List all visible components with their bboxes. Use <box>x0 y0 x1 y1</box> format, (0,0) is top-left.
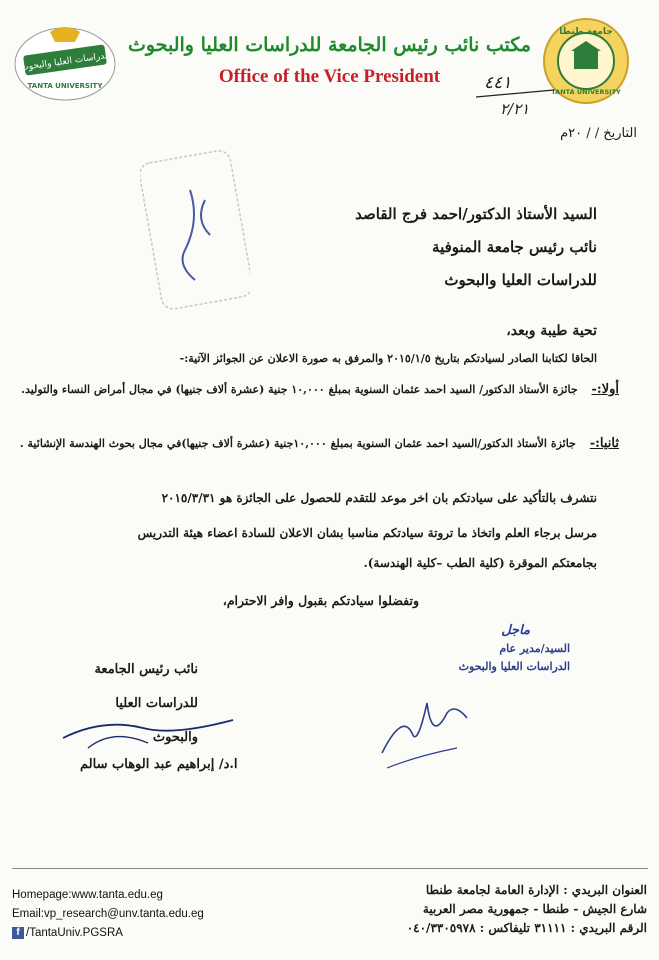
signature-title-line: نائب رئيس الجامعة <box>94 662 198 677</box>
prize-item-label: أولا:- <box>591 382 619 397</box>
footer-address-line: العنوان البريدي : الإدارة العامة لجامعة طنطا <box>425 883 647 897</box>
office-title-english: Office of the Vice President <box>218 66 441 87</box>
closing-line: وتفضلوا سيادتكم بقبول وافر الاحترام، <box>222 593 419 608</box>
facebook-icon: f <box>12 927 24 939</box>
handwritten-note-line: السيد/مدير عام <box>499 642 570 655</box>
logo-right-sub: TANTA UNIVERSITY <box>551 88 621 96</box>
graduate-studies-logo <box>10 14 120 106</box>
signatory-name: ا.د/ إبراهيم عبد الوهاب سالم <box>80 757 238 772</box>
footer-divider <box>12 868 648 869</box>
prize-item <box>19 378 619 402</box>
greeting: تحية طيبة وبعد، <box>506 323 597 339</box>
request-paragraph: مرسل برجاء العلم واتخاذ ما تروتة سيادتكم مناسبا بشان الاعلان للسادة اعضاء هيئة التدريس <box>137 526 597 540</box>
addressee-department: للدراسات العليا والبحوث <box>444 271 597 289</box>
footer-address-line: شارع الجيش - طنطا - جمهورية مصر العربية <box>422 902 647 916</box>
prize-item-text: جائزة الأستاذ الدكتور/ السيد احمد عثمان السنوية بمبلغ ١٠,٠٠٠ جنية (عشرة ألاف جنيها) في مجال أمراض النساء والتوليد. <box>21 383 578 396</box>
addressee-name: السيد الأستاذ الدكتور/احمد فرج القاصد <box>355 205 597 223</box>
footer-address-line: الرقم البريدي : ٣١١١١ تليفاكس : ٠٤٠/٣٣٠٥٩٧٨ <box>406 921 647 935</box>
logo-right-label: جامعة طنطا <box>559 27 613 37</box>
reference-number-handwritten <box>470 70 560 120</box>
handwritten-signature <box>58 708 238 758</box>
prize-item <box>19 432 619 456</box>
footer-contacts <box>12 886 204 943</box>
office-title-arabic: مكتب نائب رئيس الجامعة للدراسات العليا والبحوث <box>128 34 531 56</box>
reference-number: ٤٤١ <box>484 73 512 93</box>
addressee-block <box>355 198 597 297</box>
faculties-paragraph: بجامعتكم الموقرة (كلية الطب –كلية الهندسة). <box>363 556 597 570</box>
addressee-position: نائب رئيس جامعة المنوفية <box>432 238 597 256</box>
prize-item-label: ثانيا:- <box>589 436 619 451</box>
logo-left-label: الدراسات العليا والبحوث <box>19 50 111 74</box>
handwritten-note-line: الدراسات العليا والبحوث <box>458 660 570 673</box>
date-line: التاريخ / / ٢٠م <box>560 126 637 141</box>
signature-title-line: للدراسات العليا والبحوث <box>115 696 198 745</box>
prize-item-text: جائزة الأستاذ الدكتور/السيد احمد عثمان السنوية بمبلغ ١٠,٠٠٠جنية (عشرة ألاف جنيها)في مجال بحوث الهندسة الإنشائية . <box>19 437 576 450</box>
intro-paragraph: الحاقا لكتابنا الصادر لسيادتكم بتاريخ ٢٠١٥/١/٥ والمرفق به صورة الاعلان عن الجوائز الآتية:- <box>179 352 597 365</box>
handwritten-note <box>440 622 570 676</box>
homepage-link[interactable]: Homepage:www.tanta.edu.eg <box>12 889 163 901</box>
faded-stamp <box>140 150 250 310</box>
logo-left-sub: TANTA UNIVERSITY <box>27 82 103 90</box>
facebook-link[interactable] <box>12 924 204 943</box>
email-link[interactable]: Email:vp_research@unv.tanta.edu.eg <box>12 908 204 920</box>
reference-date: ٢/٢١ <box>500 100 530 118</box>
handwritten-signature-blue <box>372 688 482 778</box>
footer-address <box>367 881 647 938</box>
deadline-paragraph: نتشرف بالتأكيد على سيادتكم بان اخر موعد للتقدم للحصول على الجائزة هو ٢٠١٥/٣/٣١ <box>161 491 597 505</box>
handwritten-note-line: ماجل <box>501 623 530 638</box>
facebook-handle: /TantaUniv.PGSRA <box>26 927 123 939</box>
